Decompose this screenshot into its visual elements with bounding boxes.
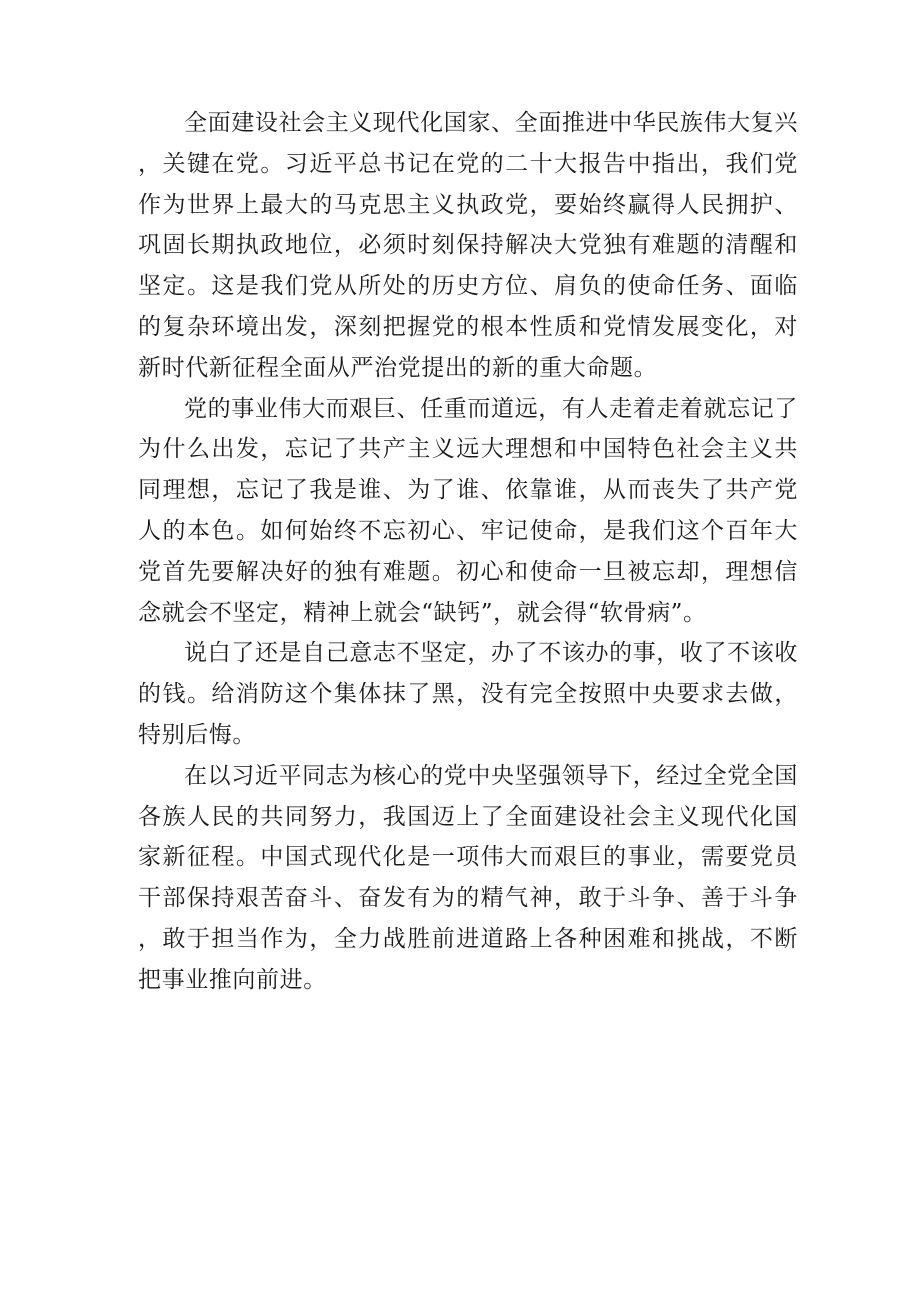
paragraph-1: 全面建设社会主义现代化国家、全面推进中华民族伟大复兴，关键在党。习近平总书记在党的二十大报告中指出，我们党作为世界上最大的马克思主义执政党，要始终赢得人民拥护、巩固长期执政地位，必须时刻保持解决大党独有难题的清醒和坚定。这是我们党从所处的历史方位、肩负的使命任务、面临的复杂环境出发，深刻把握党的根本性质和党情发展变化，对新时代新征程全面从严治党提出的新的重大命题。 <box>138 110 798 381</box>
paragraph-2: 党的事业伟大而艰巨、任重而道远，有人走着走着就忘记了为什么出发，忘记了共产主义远大理想和中国特色社会主义共同理想，忘记了我是谁、为了谁、依靠谁，从而丧失了共产党人的本色。如何始终不忘初心、牢记使命，是我们这个百年大党首先要解决好的独有难题。初心和使命一旦被忘却，理想信念就会不坚定，精神上就会“缺钙”，就会得“软骨病”。 <box>138 395 798 626</box>
paragraph-3: 说白了还是自己意志不坚定，办了不该办的事，收了不该收的钱。给消防这个集体抹了黑，没有完全按照中央要求去做，特别后悔。 <box>138 640 798 748</box>
paragraph-4: 在以习近平同志为核心的党中央坚强领导下，经过全党全国各族人民的共同努力，我国迈上了全面建设社会主义现代化国家新征程。中国式现代化是一项伟大而艰巨的事业，需要党员干部保持艰苦奋斗、奋发有为的精气神，敢于斗争、善于斗争，敢于担当作为，全力战胜前进道路上各种困难和挑战，不断把事业推向前进。 <box>138 762 798 993</box>
document-body <box>138 103 798 1001</box>
